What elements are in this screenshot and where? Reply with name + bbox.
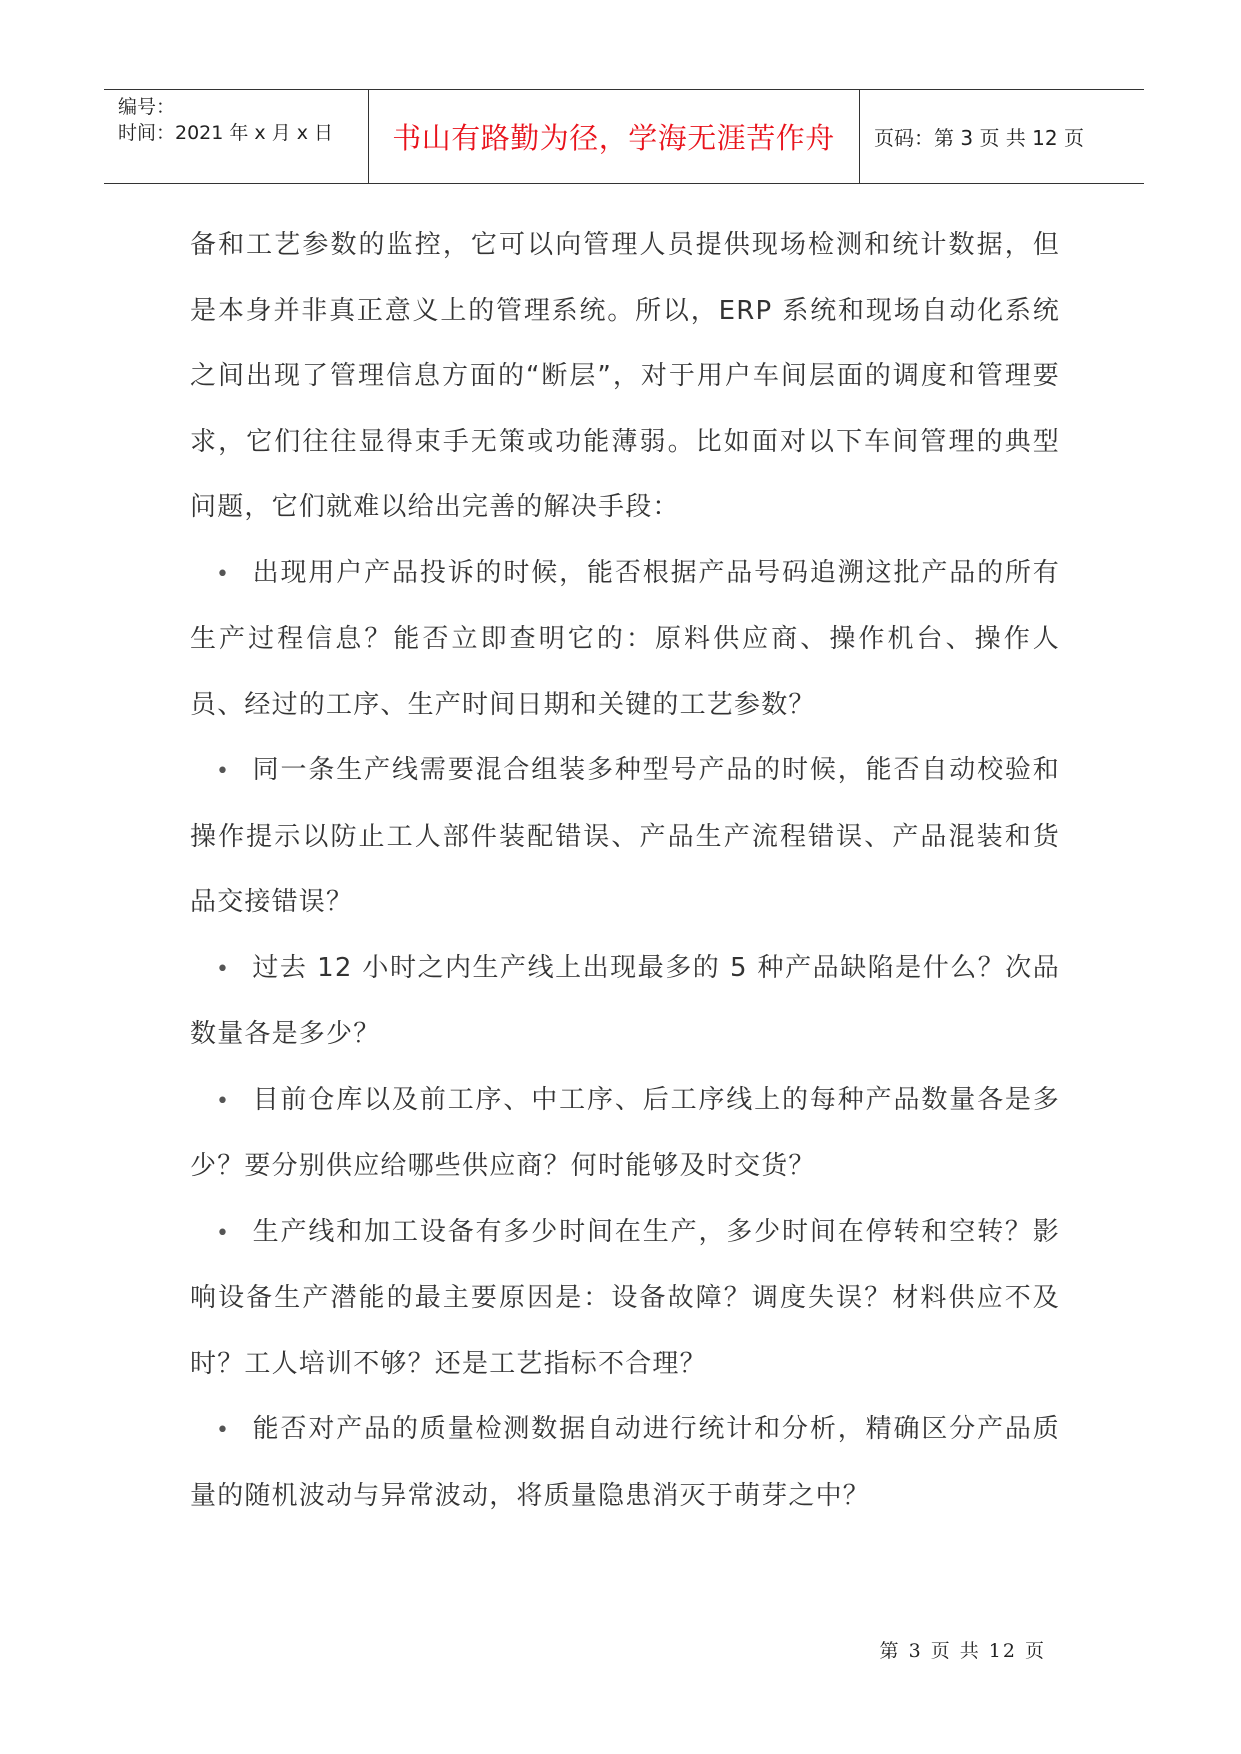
- bullet-text: 同一条生产线需要混合组装多种型号产品的时候，能否自动校验和操作提示以防止工人部件装配错误、产品生产流程错误、产品混装和货品交接错误？: [190, 755, 1060, 917]
- bullet-item: [190, 738, 1060, 936]
- header-divider: [859, 90, 860, 183]
- header-page-number: 页码：第 3 页 共 12 页: [874, 126, 1084, 150]
- bullet-item: [190, 1200, 1060, 1398]
- bullet-text: 能否对产品的质量检测数据自动进行统计和分析，精确区分产品质量的随机波动与异常波动，将质量隐患消灭于萌芽之中？: [190, 1414, 1060, 1511]
- document-number-label: 编号：: [118, 96, 176, 118]
- header-info: [118, 90, 368, 183]
- bullet-icon: •: [216, 1088, 231, 1114]
- bullet-text: 生产线和加工设备有多少时间在生产，多少时间在停转和空转？影响设备生产潜能的最主要原因是：设备故障？调度失误？材料供应不及时？工人培训不够？还是工艺指标不合理？: [190, 1216, 1060, 1379]
- document-header: [104, 89, 1144, 184]
- bullet-item: [190, 1397, 1060, 1529]
- document-date-label: 时间：2021 年 x 月 x 日: [118, 122, 334, 144]
- bullet-icon: •: [216, 1220, 231, 1246]
- intro-paragraph: 备和工艺参数的监控，它可以向管理人员提供现场检测和统计数据，但是本身并非真正意义上的管理系统。所以，ERP 系统和现场自动化系统之间出现了管理信息方面的“断层”，对于用户车间层面的调度和管理要求，它们往往显得束手无策或功能薄弱。比如面对以下车间管理的典型问题，它们就难以给出完善的解决手段：: [190, 230, 1060, 522]
- page-footer: [0, 1636, 1241, 1663]
- document-body: [190, 213, 1060, 1529]
- bullet-text: 出现用户产品投诉的时候，能否根据产品号码追溯这批产品的所有生产过程信息？能否立即查明它的：原料供应商、操作机台、操作人员、经过的工序、生产时间日期和关键的工艺参数？: [190, 557, 1060, 720]
- bullet-text: 过去 12 小时之内生产线上出现最多的 5 种产品缺陷是什么？次品数量各是多少？: [190, 952, 1060, 1049]
- bullet-item: [190, 1068, 1060, 1200]
- bullet-icon: •: [216, 956, 231, 982]
- bullet-icon: •: [216, 561, 231, 587]
- bullet-item: [190, 936, 1060, 1068]
- bullet-icon: •: [216, 1418, 231, 1443]
- header-motto: 书山有路勤为径，学海无涯苦作舟: [392, 121, 835, 155]
- bullet-text: 目前仓库以及前工序、中工序、后工序线上的每种产品数量各是多少？要分别供应给哪些供应商？何时能够及时交货？: [190, 1084, 1060, 1181]
- bullet-item: [190, 541, 1060, 739]
- footer-page-number: 第 3 页 共 12 页: [879, 1640, 1046, 1662]
- bullet-icon: •: [216, 759, 231, 784]
